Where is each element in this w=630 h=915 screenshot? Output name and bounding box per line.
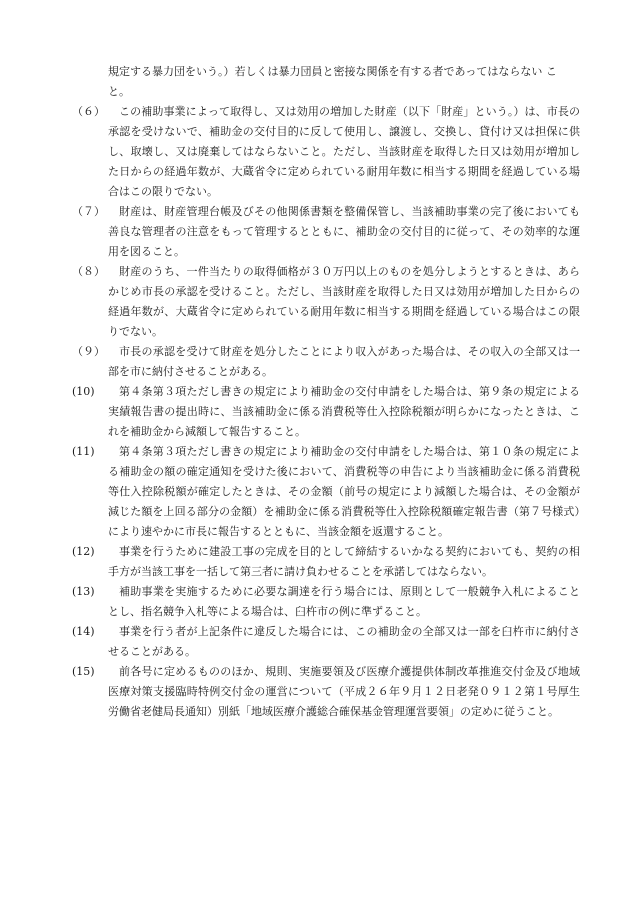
list-item: [72, 262, 580, 342]
item-number: (15): [72, 665, 95, 678]
item-text: 第４条第３項ただし書きの規定により補助金の交付申請をした場合は、第１０条の規定による補助金の額の確定通知を受けた後において、消費税等の申告により当該補助金に係る消費税等仕入控除税額が確定したときは、その金額（前号の規定により減額した場合は、その金額が減じた額を上回る部分の金額）を補助金に係る消費税等仕入控除税額確定報告書（第７号様式）により速やかに市長に報告するとともに、当該金額を返還すること。: [108, 445, 580, 538]
item-number: (10): [72, 385, 95, 398]
item-number: （９）: [72, 345, 105, 358]
list-item: [72, 382, 580, 442]
item-number: （８）: [72, 265, 105, 278]
item-text: 事業を行う者が上記条件に違反した場合には、この補助金の全部又は一部を臼杵市に納付させることがある。: [108, 625, 580, 658]
list-item: [72, 542, 580, 582]
item-text: 事業を行うために建設工事の完成を目的として締結するいかなる契約においても、契約の相手方が当該工事を一括して第三者に請け負わせることを承諾してはならない。: [108, 545, 580, 578]
item-number: (12): [72, 545, 95, 558]
list-item: [72, 622, 580, 662]
item-text: 第４条第３項ただし書きの規定により補助金の交付申請をした場合は、第９条の規定による実績報告書の提出時に、当該補助金に係る消費税等仕入控除税額が明らかになったときは、これを補助金から減額して報告すること。: [108, 385, 580, 438]
list-item: [72, 202, 580, 262]
item-number: (14): [72, 625, 95, 638]
item-number: (11): [72, 445, 95, 458]
list-item: [72, 102, 580, 202]
item-text: 補助事業を実施するために必要な調達を行う場合には、原則として一般競争入札によることとし、指名競争入札等による場合は、臼杵市の例に準ずること。: [108, 585, 580, 618]
conditions-list: [72, 102, 580, 722]
item-text: 市長の承認を受けて財産を処分したことにより収入があった場合は、その収入の全部又は一部を市に納付させることがある。: [108, 345, 580, 378]
item-text: この補助事業によって取得し、又は効用の増加した財産（以下「財産」という。）は、市長の承認を受けないで、補助金の交付目的に反して使用し、譲渡し、交換し、貸付け又は担保に供し、取壊し、又は廃棄してはならないこと。ただし、当該財産を取得した日又は効用が増加した日からの経過年数が、大蔵省令に定められている耐用年数に相当する期間を経過している場合はこの限りでない。: [108, 105, 580, 198]
item-number: （７）: [72, 205, 105, 218]
item-text: 財産は、財産管理台帳及びその他関係書類を整備保管し、当該補助事業の完了後においても善良な管理者の注意をもって管理するとともに、補助金の交付目的に従って、その効率的な運用を図ること。: [108, 205, 580, 258]
continuation-paragraph: 規定する暴力団をいう。）若しくは暴力団員と密接な関係を有する者であってはならない こと。: [108, 65, 557, 98]
item-text: 前各号に定めるもののほか、規則、実施要領及び医療介護提供体制改革推進交付金及び地域医療対策支援臨時特例交付金の運営について（平成２６年９月１２日老発０９１２第１号厚生労働省老健局長通知）別紙「地域医療介護総合確保基金管理運営要領」の定めに従うこと。: [108, 665, 580, 718]
item-number: (13): [72, 585, 95, 598]
list-item: [72, 662, 580, 722]
list-item: [72, 582, 580, 622]
list-item: [72, 342, 580, 382]
list-item: [72, 442, 580, 542]
item-number: （６）: [72, 105, 105, 118]
item-text: 財産のうち、一件当たりの取得価格が３０万円以上のものを処分しようとするときは、あらかじめ市長の承認を受けること。ただし、当該財産を取得した日又は効用が増加した日からの経過年数が、大蔵省令に定められている耐用年数に相当する期間を経過している場合はこの限りでない。: [108, 265, 580, 338]
